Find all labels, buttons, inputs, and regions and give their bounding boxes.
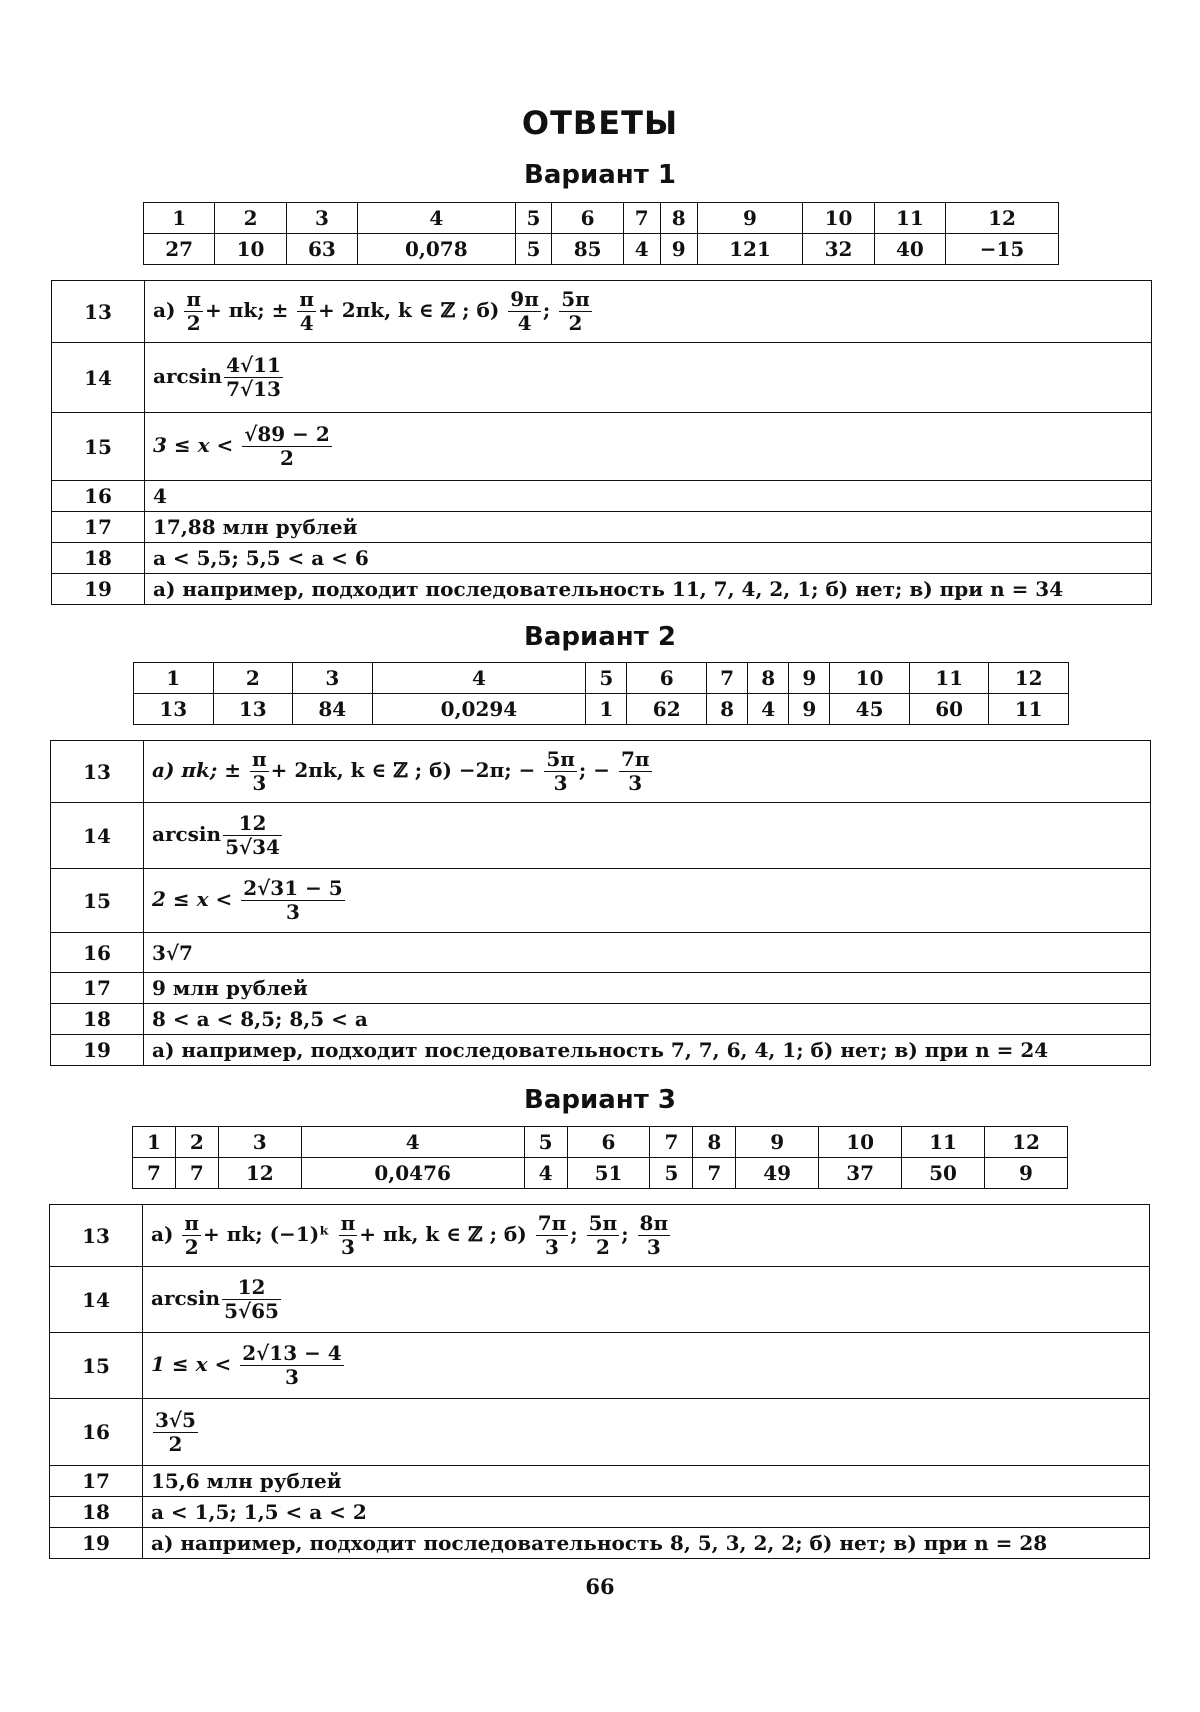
short-header-cell: 3 bbox=[218, 1127, 301, 1158]
answer-18: a < 1,5; 1,5 < a < 2 bbox=[143, 1497, 1150, 1528]
task-number: 14 bbox=[52, 343, 145, 413]
short-header-cell: 4 bbox=[301, 1127, 524, 1158]
short-header-cell: 6 bbox=[627, 663, 707, 694]
answer-18: 8 < a < 8,5; 8,5 < a bbox=[144, 1004, 1151, 1035]
answer-13: а) $\frac{\pi}{2}$ + πk; ± $\frac{\pi}{4}$ + 2πk, k ∈ ℤ ; б) $\frac{9\pi}{4}$ ; $\frac{5\pi}{2}$ bbox=[145, 281, 1152, 343]
short-header-cell: 4 bbox=[358, 203, 515, 234]
short-value-cell: 63 bbox=[286, 234, 357, 265]
short-value-cell: 9 bbox=[789, 694, 830, 725]
short-value-cell: 51 bbox=[567, 1158, 650, 1189]
short-header-cell: 5 bbox=[524, 1127, 567, 1158]
short-value-cell: 11 bbox=[989, 694, 1069, 725]
short-header-cell: 4 bbox=[372, 663, 586, 694]
answer-18: a < 5,5; 5,5 < a < 6 bbox=[145, 543, 1152, 574]
short-header-cell: 1 bbox=[144, 203, 215, 234]
short-value-cell: 1 bbox=[586, 694, 627, 725]
short-value-cell: 40 bbox=[874, 234, 945, 265]
short-header-cell: 12 bbox=[989, 663, 1069, 694]
short-value-cell: 9 bbox=[985, 1158, 1068, 1189]
short-value-cell: 7 bbox=[133, 1158, 176, 1189]
task-number: 15 bbox=[51, 869, 144, 933]
task-number: 16 bbox=[52, 481, 145, 512]
short-value-cell: 7 bbox=[693, 1158, 736, 1189]
variant-1-short-table bbox=[143, 202, 1059, 265]
task-number: 18 bbox=[52, 543, 145, 574]
short-header-cell: 1 bbox=[133, 1127, 176, 1158]
short-header-cell: 5 bbox=[586, 663, 627, 694]
short-header-cell: 9 bbox=[789, 663, 830, 694]
answer-16: 3√7 bbox=[144, 933, 1151, 973]
short-header-cell: 8 bbox=[693, 1127, 736, 1158]
variant-3-long-table bbox=[49, 1204, 1150, 1559]
answer-13: а) πk; ± $\frac{\pi}{3}$ + 2πk, k ∈ ℤ ; б) −2π; − $\frac{5\pi}{3}$ ; − $\frac{7\pi}{3}$ bbox=[144, 741, 1151, 803]
short-header-cell: 6 bbox=[552, 203, 623, 234]
task-number: 18 bbox=[51, 1004, 144, 1035]
answer-17: 15,6 млн рублей bbox=[143, 1466, 1150, 1497]
answer-19: а) например, подходит последовательность 11, 7, 4, 2, 1; б) нет; в) при n = 34 bbox=[145, 574, 1152, 605]
short-value-cell: 9 bbox=[660, 234, 697, 265]
short-value-cell: 5 bbox=[515, 234, 552, 265]
short-value-cell: 4 bbox=[623, 234, 660, 265]
answer-14: arcsin $\frac{4√11}{7√13}$ bbox=[145, 343, 1152, 413]
answer-16: 4 bbox=[145, 481, 1152, 512]
short-value-cell: 27 bbox=[144, 234, 215, 265]
short-value-cell: 13 bbox=[134, 694, 214, 725]
short-header-cell: 10 bbox=[830, 663, 910, 694]
short-header-cell: 8 bbox=[660, 203, 697, 234]
short-value-cell: 0,0476 bbox=[301, 1158, 524, 1189]
variant-3-heading: Вариант 3 bbox=[524, 1085, 676, 1115]
short-value-cell: 50 bbox=[902, 1158, 985, 1189]
variant-3-short-table bbox=[132, 1126, 1068, 1189]
short-value-cell: 5 bbox=[650, 1158, 693, 1189]
task-number: 13 bbox=[50, 1205, 143, 1267]
short-header-cell: 1 bbox=[134, 663, 214, 694]
short-header-cell: 5 bbox=[515, 203, 552, 234]
variant-1-long-table bbox=[51, 280, 1152, 605]
task-number: 19 bbox=[52, 574, 145, 605]
short-value-cell: 4 bbox=[748, 694, 789, 725]
task-number: 14 bbox=[50, 1267, 143, 1333]
short-value-cell: −15 bbox=[946, 234, 1059, 265]
short-value-cell: 121 bbox=[697, 234, 803, 265]
answer-14: arcsin $\frac{12}{5√65}$ bbox=[143, 1267, 1150, 1333]
short-header-cell: 3 bbox=[293, 663, 373, 694]
short-value-cell: 85 bbox=[552, 234, 623, 265]
short-header-cell: 6 bbox=[567, 1127, 650, 1158]
short-header-cell: 10 bbox=[819, 1127, 902, 1158]
short-header-cell: 11 bbox=[902, 1127, 985, 1158]
short-header-cell: 7 bbox=[706, 663, 747, 694]
short-header-cell: 12 bbox=[985, 1127, 1068, 1158]
task-number: 13 bbox=[51, 741, 144, 803]
short-value-cell: 10 bbox=[215, 234, 286, 265]
short-header-cell: 11 bbox=[909, 663, 989, 694]
short-value-cell: 62 bbox=[627, 694, 707, 725]
short-value-cell: 32 bbox=[803, 234, 874, 265]
variant-2-long-table bbox=[50, 740, 1151, 1066]
task-number: 17 bbox=[51, 973, 144, 1004]
answer-15: 3 ≤ x < $\frac{√89 - 2}{2}$ bbox=[145, 413, 1152, 481]
variant-2-short-table bbox=[133, 662, 1069, 725]
short-value-cell: 12 bbox=[218, 1158, 301, 1189]
task-number: 15 bbox=[52, 413, 145, 481]
answer-17: 17,88 млн рублей bbox=[145, 512, 1152, 543]
task-number: 16 bbox=[51, 933, 144, 973]
task-number: 15 bbox=[50, 1333, 143, 1399]
short-value-cell: 0,0294 bbox=[372, 694, 586, 725]
answer-14: arcsin $\frac{12}{5√34}$ bbox=[144, 803, 1151, 869]
variant-2-heading: Вариант 2 bbox=[524, 622, 676, 652]
task-number: 16 bbox=[50, 1399, 143, 1466]
short-value-cell: 8 bbox=[706, 694, 747, 725]
task-number: 14 bbox=[51, 803, 144, 869]
short-header-cell: 7 bbox=[650, 1127, 693, 1158]
task-number: 17 bbox=[52, 512, 145, 543]
short-value-cell: 7 bbox=[175, 1158, 218, 1189]
answer-16: $\frac{3√5}{2}$ bbox=[143, 1399, 1150, 1466]
page-title: ОТВЕТЫ bbox=[521, 104, 679, 142]
short-header-cell: 3 bbox=[286, 203, 357, 234]
short-header-cell: 9 bbox=[697, 203, 803, 234]
short-value-cell: 13 bbox=[213, 694, 293, 725]
answer-13: а) $\frac{\pi}{2}$ + πk; (−1)ᵏ $\frac{\pi}{3}$ + πk, k ∈ ℤ ; б) $\frac{7\pi}{3}$ ; $\frac{5\pi}{2}$ ; $\frac{8\pi}{3}$ bbox=[143, 1205, 1150, 1267]
short-value-cell: 4 bbox=[524, 1158, 567, 1189]
short-header-cell: 2 bbox=[213, 663, 293, 694]
task-number: 17 bbox=[50, 1466, 143, 1497]
short-header-cell: 10 bbox=[803, 203, 874, 234]
task-number: 19 bbox=[50, 1528, 143, 1559]
short-header-cell: 9 bbox=[736, 1127, 819, 1158]
answer-19: а) например, подходит последовательность 8, 5, 3, 2, 2; б) нет; в) при n = 28 bbox=[143, 1528, 1150, 1559]
answer-15: 2 ≤ x < $\frac{2√31 - 5}{3}$ bbox=[144, 869, 1151, 933]
short-value-cell: 84 bbox=[293, 694, 373, 725]
task-number: 13 bbox=[52, 281, 145, 343]
answer-15: 1 ≤ x < $\frac{2√13 - 4}{3}$ bbox=[143, 1333, 1150, 1399]
short-header-cell: 12 bbox=[946, 203, 1059, 234]
short-header-cell: 2 bbox=[215, 203, 286, 234]
variant-1-heading: Вариант 1 bbox=[524, 160, 676, 190]
answer-17: 9 млн рублей bbox=[144, 973, 1151, 1004]
short-value-cell: 49 bbox=[736, 1158, 819, 1189]
short-header-cell: 2 bbox=[175, 1127, 218, 1158]
short-value-cell: 60 bbox=[909, 694, 989, 725]
short-value-cell: 37 bbox=[819, 1158, 902, 1189]
short-header-cell: 11 bbox=[874, 203, 945, 234]
short-value-cell: 0,078 bbox=[358, 234, 515, 265]
answer-19: а) например, подходит последовательность 7, 7, 6, 4, 1; б) нет; в) при n = 24 bbox=[144, 1035, 1151, 1066]
task-number: 18 bbox=[50, 1497, 143, 1528]
task-number: 19 bbox=[51, 1035, 144, 1066]
short-header-cell: 7 bbox=[623, 203, 660, 234]
page-number: 66 bbox=[585, 1574, 615, 1599]
short-header-cell: 8 bbox=[748, 663, 789, 694]
short-value-cell: 45 bbox=[830, 694, 910, 725]
